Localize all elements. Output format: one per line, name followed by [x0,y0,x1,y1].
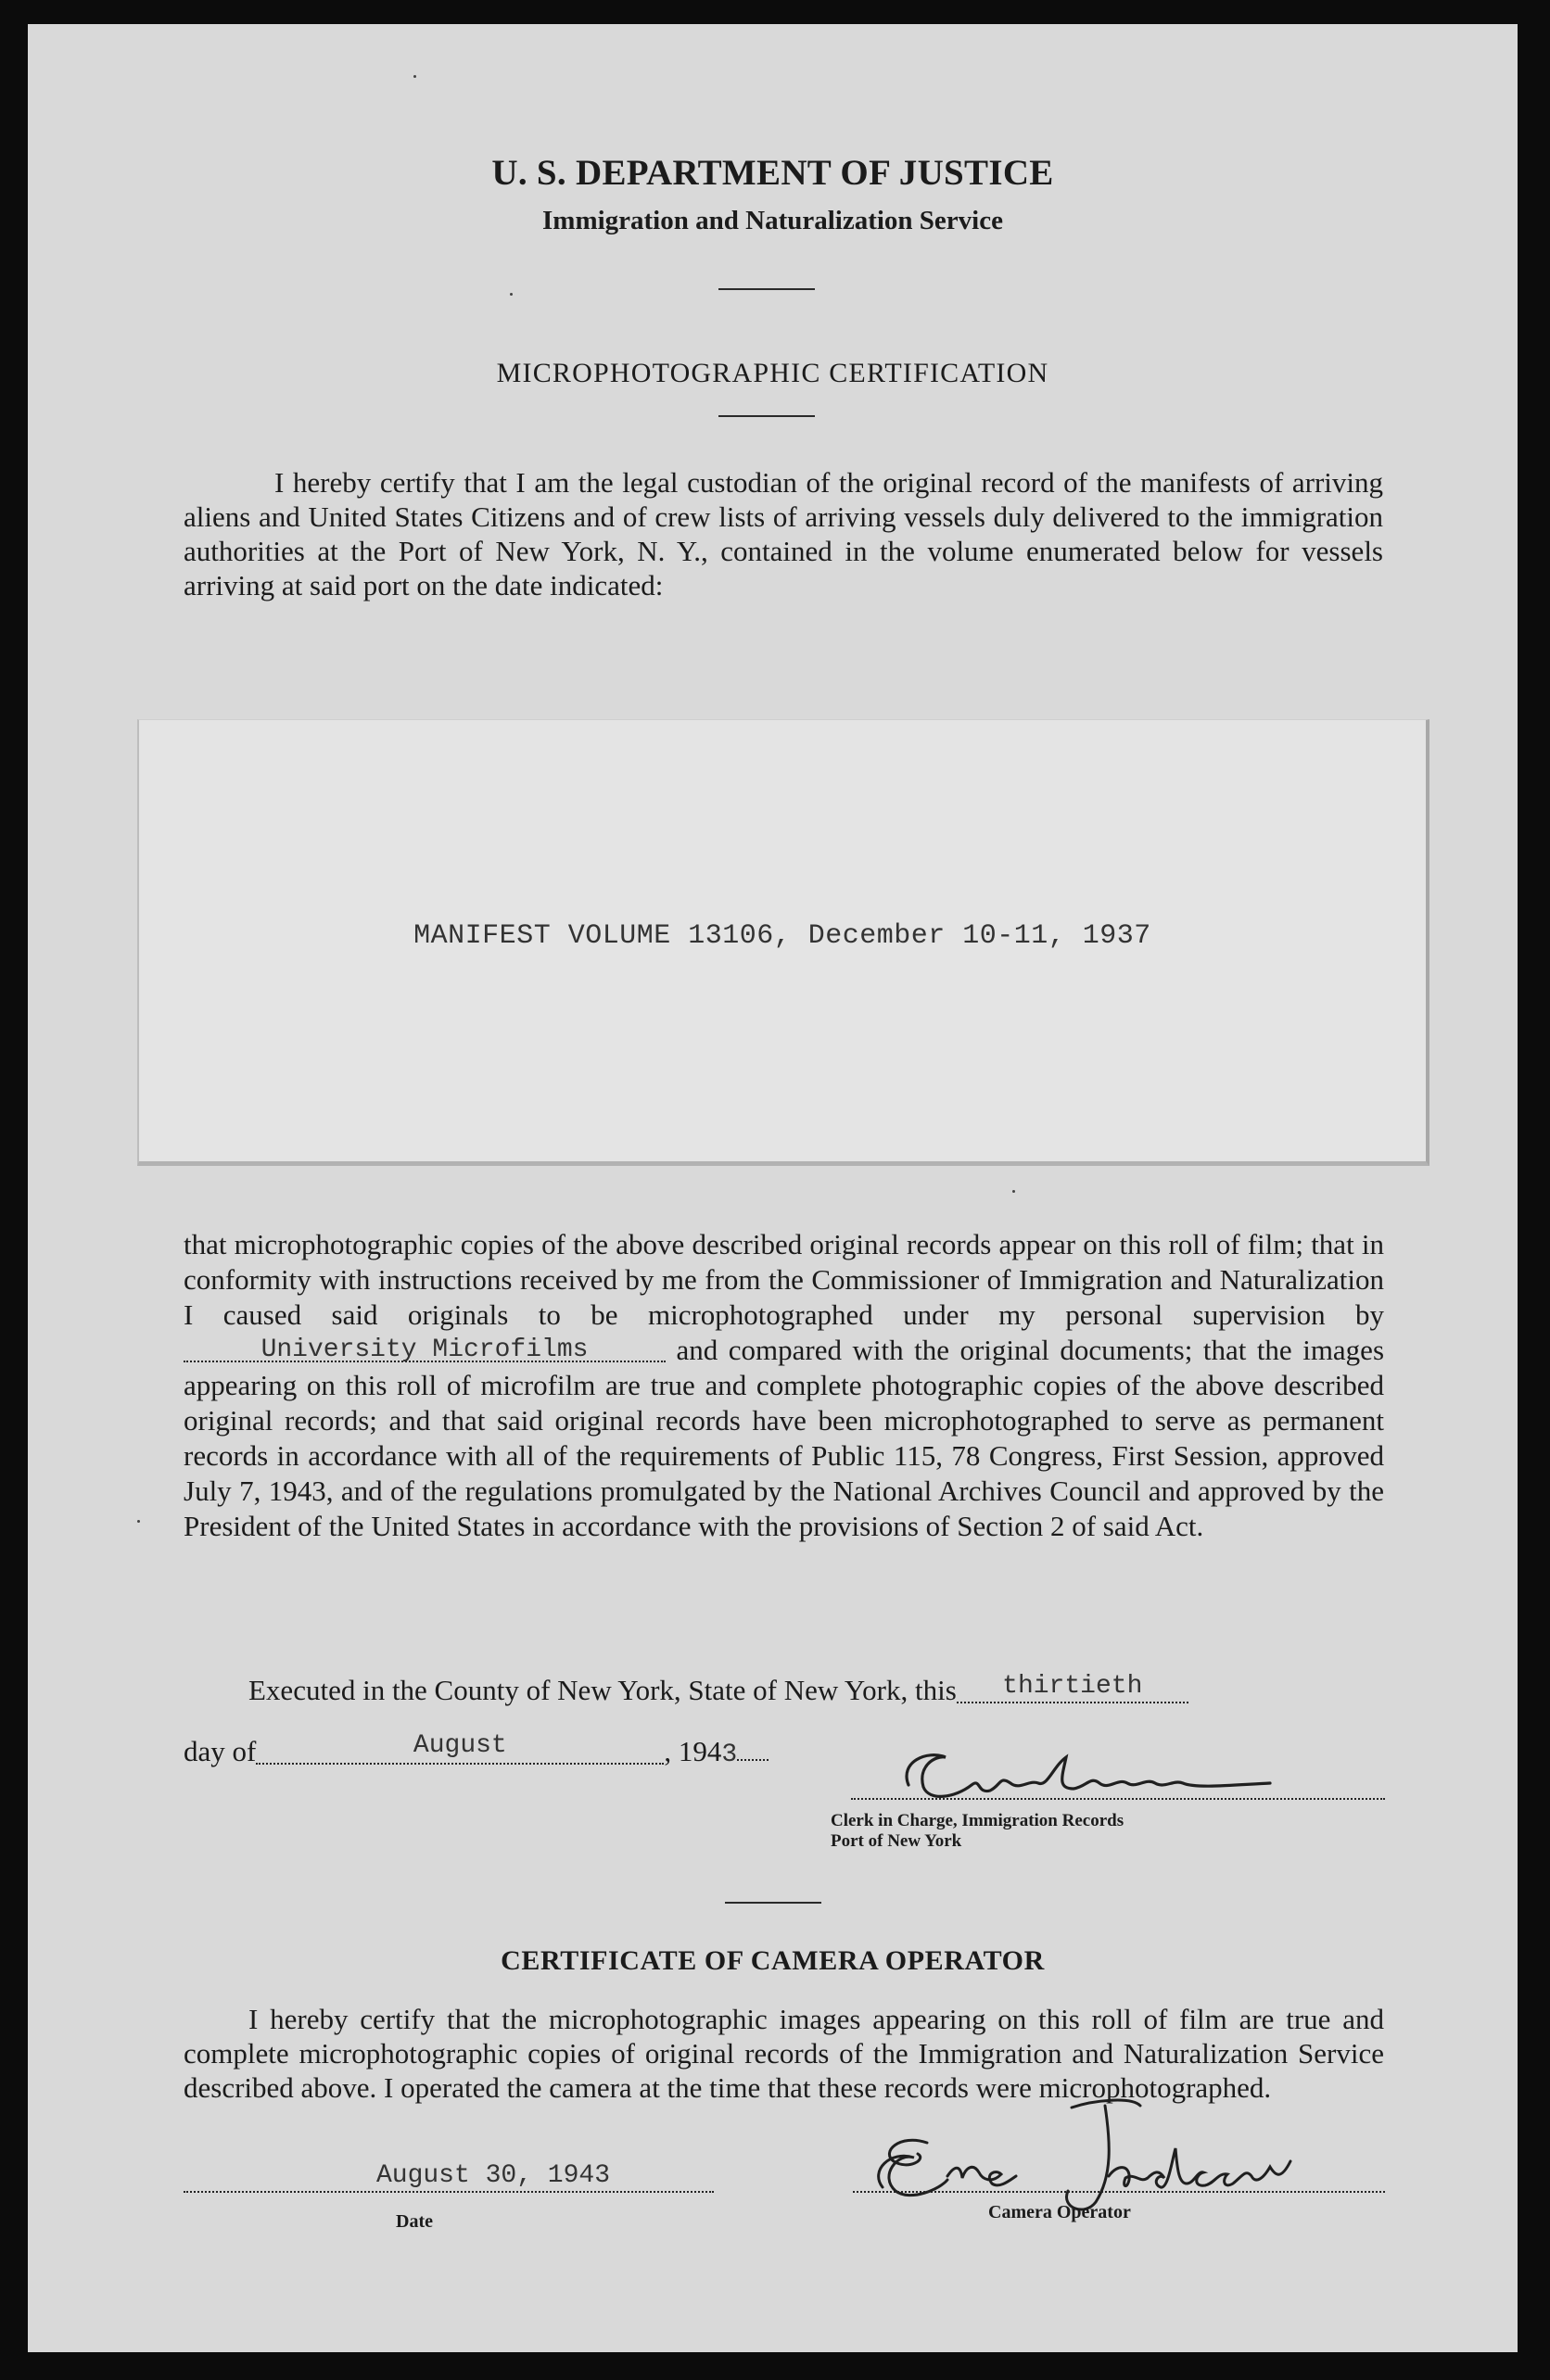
divider [718,415,815,417]
divider [725,1902,821,1904]
camera-certificate-title: CERTIFICATE OF CAMERA OPERATOR [501,1945,1045,1976]
year-digit: 3 [721,1741,738,1769]
executed-line [248,1674,1385,1707]
day-of-label: day of [184,1735,257,1767]
month-field [256,1731,664,1765]
camera-operator-label: Camera Operator [988,2202,1131,2222]
camera-date-value: August 30, 1943 [375,2161,611,2190]
body-text-start: that microphotographic copies of the above described original records appear on this roll of film; that in conformity with instructions received by me from the Commissioner of Immigration and Naturalization I caused said originals to be microphotographed under my personal supervision by [184,1228,1384,1331]
day-field [957,1674,1188,1703]
clerk-title-line1: Clerk in Charge, Immigration Records [831,1811,1124,1830]
operator-signature [862,2087,1298,2217]
clerk-signature-line [851,1785,1385,1800]
service-subheading: Immigration and Naturalization Service [542,206,1003,235]
certificate-page [28,24,1518,2352]
clerk-title-line2: Port of New York [831,1831,962,1851]
manifest-card [137,719,1429,1166]
body-text-end: and compared with the original documents; that the images appearing on this roll of microfilm are true and complete photographic copies of the above described original records; and that said original records have been microphotographed to serve as permanent records in accordance with all of the requirements of Public 115, 78 Congress, First Session, approved July 7, 1943, and of the regulations promulgated by the National Archives Council and approved by the President of the United States in accordance with the provisions of Section 2 of said Act. [184,1334,1385,1542]
certification-body [184,1227,1384,1544]
day-value: thirtieth [1002,1672,1143,1701]
certification-title: MICROPHOTOGRAPHIC CERTIFICATION [496,358,1049,388]
supervisor-name: University Microfilms [260,1336,589,1364]
supervisor-field [184,1333,666,1362]
month-value: August [413,1731,507,1760]
department-heading: U. S. DEPARTMENT OF JUSTICE [491,153,1054,193]
camera-date-field [184,2163,714,2193]
speck [1012,1190,1015,1193]
camera-paragraph: I hereby certify that the microphotographic images appearing on this roll of film are true and complete microphotographic copies of original records of the Immigration and Naturalization Service described above. I operated the camera at the time that these records were microphotographed. [184,2003,1384,2104]
year-prefix: , 194 [664,1735,722,1767]
divider [718,288,815,290]
executed-prefix: Executed in the County of New York, State of New York, this [248,1674,957,1706]
operator-signature-line [853,2184,1385,2193]
intro-paragraph: I hereby certify that I am the legal custodian of the original record of the manifests of arriving aliens and United States Citizens and of crew lists of arriving vessels duly delivered to the immigration authorities at the Port of New York, N. Y., contained in the volume enumerated below for vessels arriving at said port on the date indicated: [184,466,1383,601]
speck [137,1520,140,1523]
year-dots [737,1731,769,1761]
speck [510,293,513,296]
manifest-label: MANIFEST VOLUME 13106, December 10-11, 1937 [413,920,1151,952]
speck [413,75,416,78]
camera-date-label: Date [396,2211,433,2232]
month-line [184,1731,769,1769]
